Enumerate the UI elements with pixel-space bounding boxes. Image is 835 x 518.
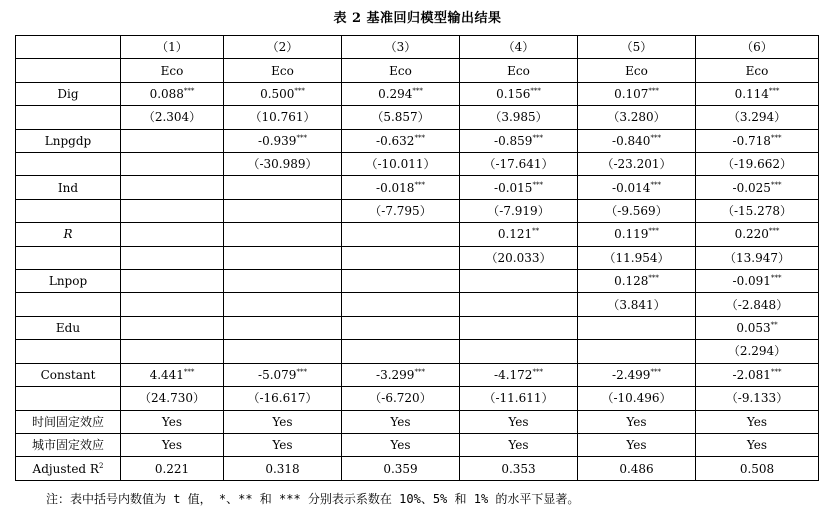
value-cell: （10.761） bbox=[224, 106, 342, 129]
value-cell bbox=[460, 293, 578, 316]
row-label: Dig bbox=[16, 82, 121, 105]
value-cell: 0.508 bbox=[696, 457, 819, 481]
value-cell: -0.014*** bbox=[578, 176, 696, 199]
value-cell: （2.304） bbox=[121, 106, 224, 129]
value-cell: （3.841） bbox=[578, 293, 696, 316]
significance-marker: *** bbox=[648, 274, 659, 283]
table-footnote: 注：表中括号内数值为 t 值， *、** 和 *** 分别表示系数在 10%、5% 和 1% 的水平下显著。 bbox=[46, 492, 580, 506]
significance-marker: *** bbox=[650, 180, 661, 189]
value-cell: -0.859*** bbox=[460, 129, 578, 152]
value-cell: 0.353 bbox=[460, 457, 578, 481]
row-label bbox=[16, 153, 121, 176]
significance-marker: *** bbox=[532, 133, 543, 142]
table-row bbox=[16, 153, 819, 176]
row-label: Ind bbox=[16, 176, 121, 199]
value-cell bbox=[224, 223, 342, 246]
value-cell: Yes bbox=[224, 410, 342, 433]
table-row bbox=[16, 199, 819, 222]
value-cell: 0.088*** bbox=[121, 82, 224, 105]
dependent-variable-row bbox=[16, 59, 819, 82]
value-cell bbox=[121, 340, 224, 363]
value-cell bbox=[224, 246, 342, 269]
value-cell: 0.318 bbox=[224, 457, 342, 481]
table-row bbox=[16, 270, 819, 293]
value-cell: 0.220*** bbox=[696, 223, 819, 246]
header-cell: Eco bbox=[121, 59, 224, 82]
value-cell bbox=[342, 316, 460, 339]
value-cell: Yes bbox=[121, 410, 224, 433]
value-cell: 0.500*** bbox=[224, 82, 342, 105]
value-cell: Yes bbox=[342, 410, 460, 433]
value-cell bbox=[224, 176, 342, 199]
table-row bbox=[16, 363, 819, 386]
value-cell: （2.294） bbox=[696, 340, 819, 363]
value-cell: （-7.795） bbox=[342, 199, 460, 222]
significance-marker: *** bbox=[532, 367, 543, 376]
header-cell: （5） bbox=[578, 36, 696, 59]
value-cell bbox=[342, 340, 460, 363]
header-corner-cell bbox=[16, 36, 121, 59]
significance-marker: *** bbox=[414, 180, 425, 189]
value-cell: 0.486 bbox=[578, 457, 696, 481]
value-cell bbox=[121, 270, 224, 293]
value-cell: （-9.133） bbox=[696, 387, 819, 410]
significance-marker: *** bbox=[768, 87, 780, 96]
value-cell: Yes bbox=[342, 433, 460, 456]
header-cell: （3） bbox=[342, 36, 460, 59]
value-cell: （-19.662） bbox=[696, 153, 819, 176]
value-cell: （-30.989） bbox=[224, 153, 342, 176]
value-cell: 0.294*** bbox=[342, 82, 460, 105]
value-cell: -0.939*** bbox=[224, 129, 342, 152]
row-label bbox=[16, 387, 121, 410]
value-cell bbox=[121, 223, 224, 246]
row-label bbox=[16, 293, 121, 316]
value-cell: Yes bbox=[121, 433, 224, 456]
row-label bbox=[16, 340, 121, 363]
table-row bbox=[16, 387, 819, 410]
value-cell: （3.280） bbox=[578, 106, 696, 129]
header-cell: Eco bbox=[224, 59, 342, 82]
significance-marker: ** bbox=[770, 321, 778, 330]
table-row bbox=[16, 82, 819, 105]
value-cell bbox=[121, 176, 224, 199]
row-label bbox=[16, 199, 121, 222]
table-row bbox=[16, 316, 819, 339]
value-cell: -2.081*** bbox=[696, 363, 819, 386]
table-row bbox=[16, 246, 819, 269]
value-cell: -0.718*** bbox=[696, 129, 819, 152]
table-row bbox=[16, 223, 819, 246]
value-cell: （13.947） bbox=[696, 246, 819, 269]
value-cell: Yes bbox=[578, 433, 696, 456]
value-cell bbox=[121, 316, 224, 339]
significance-marker: *** bbox=[530, 87, 541, 96]
table-row bbox=[16, 457, 819, 481]
value-cell: -0.025*** bbox=[696, 176, 819, 199]
regression-table bbox=[15, 35, 819, 481]
significance-marker: *** bbox=[183, 87, 195, 96]
value-cell: （3.985） bbox=[460, 106, 578, 129]
significance-marker: *** bbox=[532, 180, 543, 189]
value-cell: （-16.617） bbox=[224, 387, 342, 410]
value-cell: -2.499*** bbox=[578, 363, 696, 386]
value-cell bbox=[578, 316, 696, 339]
value-cell: Yes bbox=[578, 410, 696, 433]
value-cell: （-9.569） bbox=[578, 199, 696, 222]
value-cell bbox=[224, 316, 342, 339]
value-cell: （3.294） bbox=[696, 106, 819, 129]
value-cell: 0.359 bbox=[342, 457, 460, 481]
value-cell: Yes bbox=[460, 410, 578, 433]
value-cell bbox=[342, 270, 460, 293]
table-row bbox=[16, 410, 819, 433]
header-cell: （4） bbox=[460, 36, 578, 59]
row-label: 城市固定效应 bbox=[16, 433, 121, 456]
significance-marker: *** bbox=[768, 227, 780, 236]
value-cell: （-10.011） bbox=[342, 153, 460, 176]
row-label bbox=[16, 246, 121, 269]
significance-marker: 2 bbox=[98, 461, 104, 470]
table-row bbox=[16, 340, 819, 363]
significance-marker: *** bbox=[296, 133, 307, 142]
value-cell bbox=[224, 270, 342, 293]
row-label: Adjusted $R^2$ bbox=[16, 457, 121, 481]
header-cell: （2） bbox=[224, 36, 342, 59]
value-cell: （-7.919） bbox=[460, 199, 578, 222]
row-label: Lnpop bbox=[16, 270, 121, 293]
header-cell: （6） bbox=[696, 36, 819, 59]
value-cell: 0.121** bbox=[460, 223, 578, 246]
significance-marker: *** bbox=[770, 180, 782, 189]
column-number-row bbox=[16, 36, 819, 59]
value-cell: -0.018*** bbox=[342, 176, 460, 199]
value-cell: -5.079*** bbox=[224, 363, 342, 386]
row-label: Edu bbox=[16, 316, 121, 339]
value-cell: （-17.641） bbox=[460, 153, 578, 176]
value-cell: Yes bbox=[224, 433, 342, 456]
value-cell: （-11.611） bbox=[460, 387, 578, 410]
value-cell bbox=[121, 129, 224, 152]
significance-marker: *** bbox=[770, 367, 782, 376]
value-cell bbox=[121, 246, 224, 269]
significance-marker: *** bbox=[650, 367, 661, 376]
value-cell bbox=[224, 293, 342, 316]
value-cell bbox=[121, 199, 224, 222]
value-cell bbox=[342, 223, 460, 246]
value-cell: （5.857） bbox=[342, 106, 460, 129]
value-cell: 0.128*** bbox=[578, 270, 696, 293]
value-cell bbox=[460, 340, 578, 363]
value-cell: （24.730） bbox=[121, 387, 224, 410]
value-cell bbox=[578, 340, 696, 363]
table-row bbox=[16, 293, 819, 316]
significance-marker: *** bbox=[770, 274, 782, 283]
value-cell: -3.299*** bbox=[342, 363, 460, 386]
value-cell bbox=[342, 246, 460, 269]
value-cell: 0.107*** bbox=[578, 82, 696, 105]
value-cell: 4.441*** bbox=[121, 363, 224, 386]
row-label: 时间固定效应 bbox=[16, 410, 121, 433]
value-cell bbox=[460, 316, 578, 339]
value-cell bbox=[121, 293, 224, 316]
value-cell: -0.091*** bbox=[696, 270, 819, 293]
value-cell: （-6.720） bbox=[342, 387, 460, 410]
value-cell: 0.221 bbox=[121, 457, 224, 481]
value-cell: -0.840*** bbox=[578, 129, 696, 152]
value-cell bbox=[224, 199, 342, 222]
row-label bbox=[16, 106, 121, 129]
value-cell: -4.172*** bbox=[460, 363, 578, 386]
header-cell: （1） bbox=[121, 36, 224, 59]
value-cell: （-2.848） bbox=[696, 293, 819, 316]
value-cell: Yes bbox=[460, 433, 578, 456]
significance-marker: *** bbox=[183, 367, 195, 376]
row-label: Lnpgdp bbox=[16, 129, 121, 152]
significance-marker: *** bbox=[650, 133, 661, 142]
value-cell: Yes bbox=[696, 410, 819, 433]
significance-marker: *** bbox=[648, 87, 659, 96]
header-corner-cell bbox=[16, 59, 121, 82]
value-cell bbox=[224, 340, 342, 363]
value-cell: Yes bbox=[696, 433, 819, 456]
table-row bbox=[16, 433, 819, 456]
value-cell: 0.114*** bbox=[696, 82, 819, 105]
value-cell: （20.033） bbox=[460, 246, 578, 269]
value-cell bbox=[342, 293, 460, 316]
row-label: R bbox=[16, 223, 121, 246]
significance-marker: *** bbox=[296, 367, 307, 376]
value-cell: -0.632*** bbox=[342, 129, 460, 152]
significance-marker: *** bbox=[412, 87, 423, 96]
significance-marker: *** bbox=[294, 87, 305, 96]
value-cell: （-15.278） bbox=[696, 199, 819, 222]
value-cell bbox=[121, 153, 224, 176]
value-cell: （-23.201） bbox=[578, 153, 696, 176]
table-title: 表 2 基准回归模型输出结果 bbox=[333, 11, 502, 26]
value-cell: 0.119*** bbox=[578, 223, 696, 246]
table-row bbox=[16, 129, 819, 152]
significance-marker: ** bbox=[532, 227, 540, 236]
header-cell: Eco bbox=[342, 59, 460, 82]
significance-marker: *** bbox=[648, 227, 659, 236]
table-row bbox=[16, 106, 819, 129]
value-cell: 0.156*** bbox=[460, 82, 578, 105]
header-cell: Eco bbox=[696, 59, 819, 82]
value-cell: （11.954） bbox=[578, 246, 696, 269]
significance-marker: *** bbox=[770, 133, 782, 142]
row-label: Constant bbox=[16, 363, 121, 386]
header-cell: Eco bbox=[460, 59, 578, 82]
value-cell: -0.015*** bbox=[460, 176, 578, 199]
value-cell bbox=[460, 270, 578, 293]
header-cell: Eco bbox=[578, 59, 696, 82]
significance-marker: *** bbox=[414, 133, 425, 142]
value-cell: 0.053** bbox=[696, 316, 819, 339]
table-row bbox=[16, 176, 819, 199]
value-cell: （-10.496） bbox=[578, 387, 696, 410]
significance-marker: *** bbox=[414, 367, 425, 376]
